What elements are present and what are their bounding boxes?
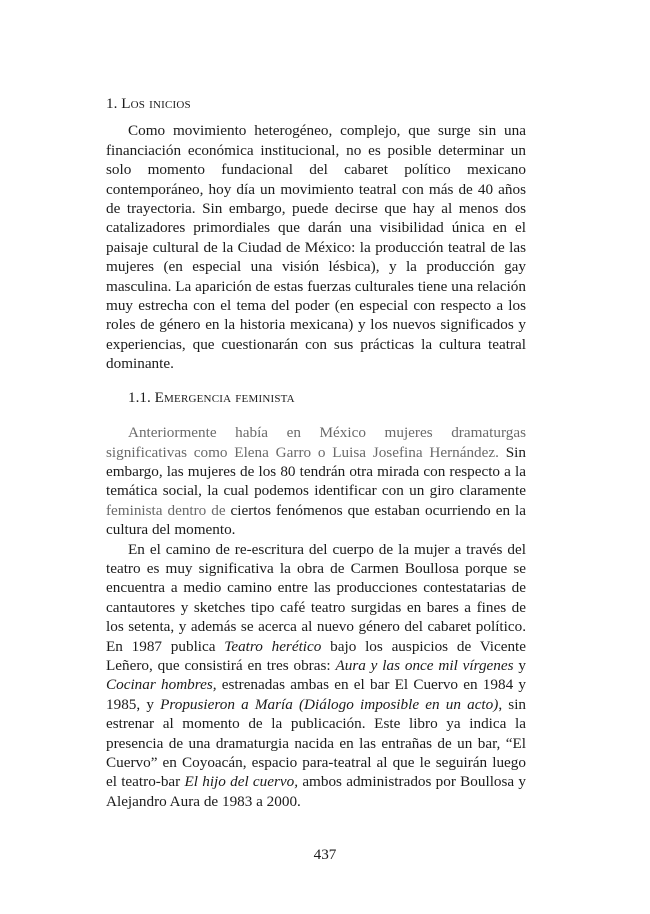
paragraph-2-text-b: ciertos fenómenos que estaban ocurriendo en la cultura del momento. (106, 501, 526, 539)
paragraph-3-text-2: bajo los auspicios de Vicente Leñero, que consistirá en tres obras: (106, 637, 527, 674)
paragraph-3-text-4: estrenadas ambas en el bar El Cuervo en 1984 y 1985, y (106, 676, 526, 713)
page-number: 437 (313, 846, 337, 863)
paragraph-2-text-a: Sin embargo, las mujeres de los 80 tendrán otra mirada con respecto a la temática social, la cual podemos identificar con un giro claramente (106, 443, 526, 500)
body-text (106, 94, 526, 811)
subsection-number: 1.1. (128, 388, 151, 406)
title-cocinar-hombres: Cocinar hombres, (106, 676, 217, 694)
title-propusieron-a-maria: Propusieron a María (Diálogo imposible en un acto) (160, 695, 499, 713)
paragraph-3-text-6: ambos administrados por Boullosa y Alejandro Aura de 1983 a 2000. (106, 773, 527, 810)
subsection-heading (128, 388, 526, 407)
title-aura: Aura y las once mil vírgenes (335, 656, 514, 674)
title-el-hijo-del-cuervo: El hijo del cuervo, (184, 773, 299, 791)
section-number: 1. (106, 95, 118, 112)
paragraph-2-gray-a: Anteriormente había en México mujeres dramaturgas significativas como Elena Garro o Luisa Josefina Hernández. (106, 424, 526, 461)
title-teatro-heretico: Teatro herético (224, 637, 322, 655)
paragraph-2 (106, 423, 526, 539)
subsection-title: Emergencia feminista (154, 388, 295, 406)
paragraph-1: Como movimiento heterogéneo, complejo, que surge sin una financiación económica institucional, no es posible determinar un solo momento fundacional del cabaret político mexicano contemporáneo, hoy día un movimiento teatral con más de 40 años de trayectoria. Sin embargo, puede decirse que hay al menos dos catalizadores primordiales que darán una visibilidad única en el paisaje cultural de la Ciudad de México: la producción teatral de las mujeres (en especial una visión lésbica), y la producción gay masculina. La aparición de estas fuerzas culturales tiene una relación muy estrecha con el tema del poder (en especial con respecto a los roles de género en la historia mexicana) y los nuevos significados y experiencias, que cuestionarán con sus prácticas la cultura teatral dominante. (106, 122, 526, 373)
paragraph-3-text-1: En el camino de re-escritura del cuerpo de la mujer a través del teatro es muy significativa la obra de Carmen Boullosa porque se encuentra a medio camino entre las producciones contestatarias de cantautores y sketches tipo café teatro surgidas en bares a fines de los setenta, y además se acerca al nuevo género del cabaret político. En 1987 publica (106, 540, 526, 655)
section-heading (106, 94, 526, 113)
paragraph-3 (106, 540, 526, 812)
paragraph-2-gray-b: feminista dentro de (106, 501, 226, 519)
section-title: Los inicios (121, 95, 191, 112)
paragraph-3-text-5: , sin estrenar al momento de la publicación. Este libro ya indica la presencia de una dramaturgia nacida en las entrañas de un bar, “El Cuervo” en Coyoacán, espacio para-teatral al que le seguirán luego el teatro-bar (106, 695, 527, 791)
paragraph-3-text-3: y (513, 656, 526, 674)
